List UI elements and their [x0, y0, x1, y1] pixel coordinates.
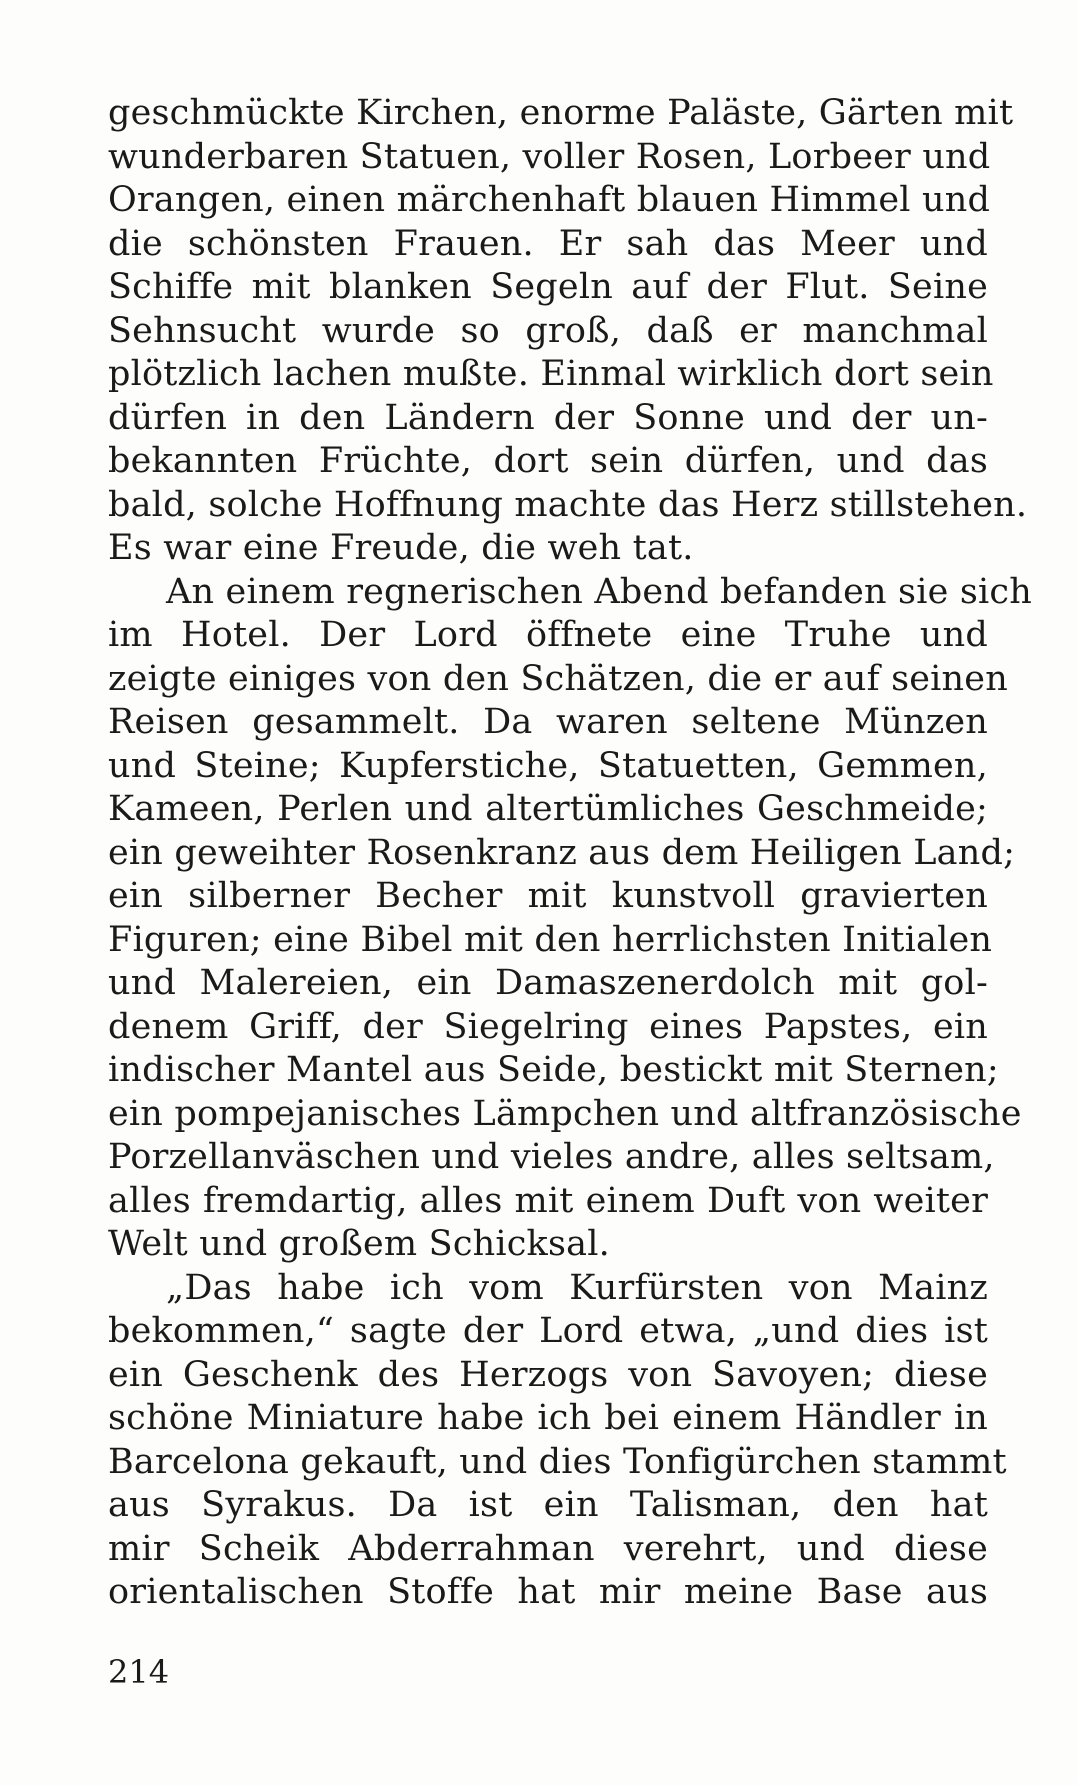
- text-line: aus Syrakus. Da ist ein Talisman, den hat: [108, 1485, 988, 1525]
- text-line: indischer Mantel aus Seide, bestickt mit Sternen;: [108, 1050, 999, 1090]
- paragraph-end-line: Welt und großem Schicksal.: [108, 1224, 610, 1264]
- text-line: Schiffe mit blanken Segeln auf der Flut. Seine: [108, 267, 988, 307]
- text-line: Kameen, Perlen und altertümliches Geschmeide;: [108, 789, 988, 829]
- page-number: 214: [108, 1653, 170, 1691]
- text-line: orientalischen Stoffe hat mir meine Base aus: [108, 1572, 988, 1612]
- text-line: mir Scheik Abderrahman verehrt, und diese: [108, 1528, 988, 1569]
- text-line: denem Griff, der Siegelring eines Papstes, ein: [108, 1006, 988, 1047]
- text-line: zeigte einiges von den Schätzen, die er auf seinen: [108, 658, 1008, 699]
- text-line: im Hotel. Der Lord öffnete eine Truhe und: [108, 615, 988, 655]
- text-line: Figuren; eine Bibel mit den herrlichsten Initialen: [108, 919, 993, 960]
- text-line: ein Geschenk des Herzogs von Savoyen; diese: [108, 1354, 988, 1395]
- text-line: Orangen, einen märchenhaft blauen Himmel und: [108, 180, 991, 220]
- text-line: bald, solche Hoffnung machte das Herz stillstehen.: [108, 484, 1028, 525]
- text-line: Sehnsucht wurde so groß, daß er manchmal: [108, 310, 988, 351]
- text-line: geschmückte Kirchen, enorme Paläste, Gärten mit: [108, 93, 1014, 133]
- paragraph-end-line: Es war eine Freude, die weh tat.: [108, 528, 694, 568]
- text-line: und Malereien, ein Damaszenerdolch mit gol-: [108, 963, 988, 1003]
- text-line: schöne Miniature habe ich bei einem Händler in: [108, 1398, 988, 1438]
- text-line: und Steine; Kupferstiche, Statuetten, Gemmen,: [108, 745, 988, 786]
- body-text: [108, 92, 1032, 1615]
- paragraph-start-line: An einem regnerischen Abend befanden sie sich: [166, 571, 1032, 612]
- text-line: Reisen gesammelt. Da waren seltene Münzen: [108, 702, 988, 742]
- text-line: bekommen,“ sagte der Lord etwa, „und dies ist: [108, 1311, 988, 1351]
- text-line: bekannten Früchte, dort sein dürfen, und das: [108, 441, 988, 481]
- text-line: ein pompejanisches Lämpchen und altfranzösische: [108, 1093, 1022, 1134]
- text-line: wunderbaren Statuen, voller Rosen, Lorbeer und: [108, 136, 991, 177]
- text-line: plötzlich lachen mußte. Einmal wirklich dort sein: [108, 354, 994, 394]
- text-line: ein geweihter Rosenkranz aus dem Heiligen Land;: [108, 832, 1016, 873]
- paragraph-start-line: „Das habe ich vom Kurfürsten von Mainz: [166, 1267, 988, 1308]
- text-line: dürfen in den Ländern der Sonne und der un-: [108, 397, 988, 438]
- text-line: alles fremdartig, alles mit einem Duft von weiter: [108, 1180, 988, 1221]
- text-line: Barcelona gekauft, und dies Tonfigürchen stammt: [108, 1441, 1007, 1482]
- text-line: Porzellanväschen und vieles andre, alles seltsam,: [108, 1137, 995, 1177]
- text-line: die schönsten Frauen. Er sah das Meer und: [108, 223, 988, 264]
- text-line: ein silberner Becher mit kunstvoll gravierten: [108, 876, 988, 916]
